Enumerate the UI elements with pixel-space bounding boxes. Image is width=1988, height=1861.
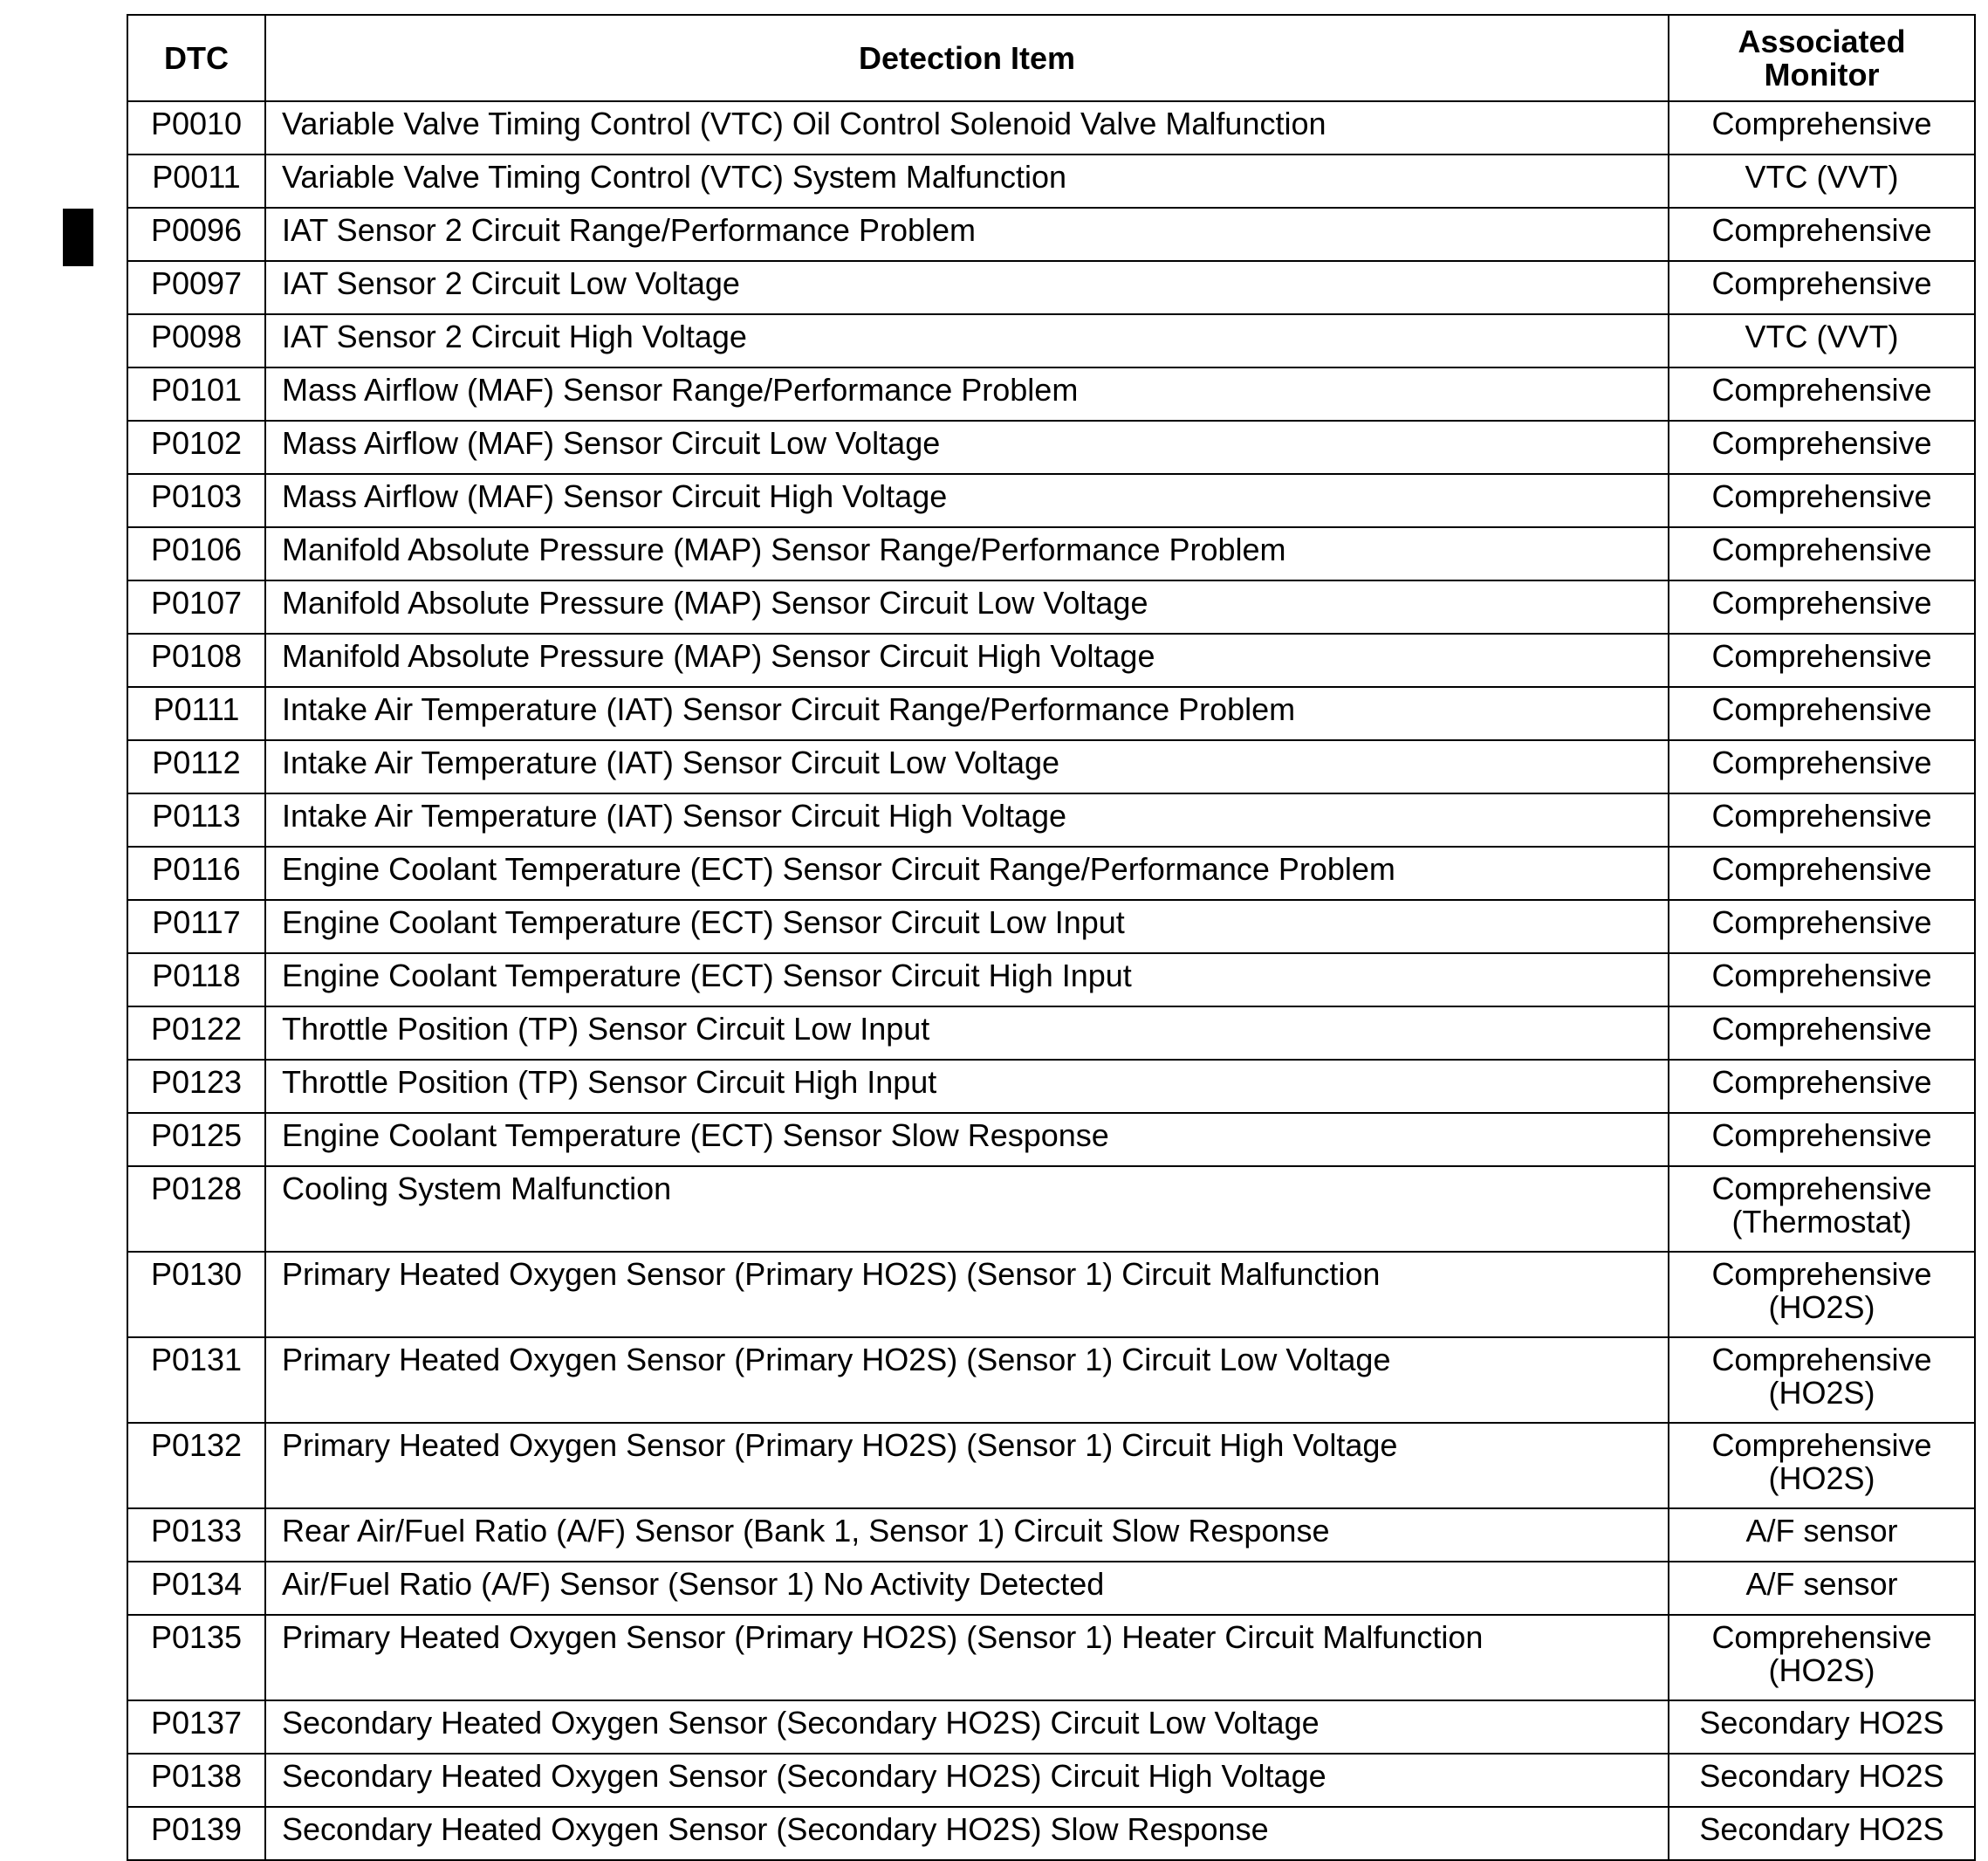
associated-monitor xyxy=(1669,634,1975,687)
monitor-line: Comprehensive xyxy=(1711,638,1932,674)
detection-item: Cooling System Malfunction xyxy=(265,1166,1669,1252)
table-row xyxy=(127,1113,1975,1166)
detection-item: IAT Sensor 2 Circuit High Voltage xyxy=(265,314,1669,367)
monitor-line: Comprehensive xyxy=(1711,585,1932,621)
associated-monitor xyxy=(1669,527,1975,580)
detection-item: Engine Coolant Temperature (ECT) Sensor Circuit High Input xyxy=(265,953,1669,1006)
associated-monitor xyxy=(1669,847,1975,900)
associated-monitor xyxy=(1669,900,1975,953)
header-dtc: DTC xyxy=(127,15,265,101)
detection-item: Manifold Absolute Pressure (MAP) Sensor Range/Performance Problem xyxy=(265,527,1669,580)
associated-monitor xyxy=(1669,1562,1975,1615)
dtc-code: P0128 xyxy=(127,1166,265,1252)
monitor-line: Comprehensive xyxy=(1711,1064,1932,1100)
dtc-code: P0107 xyxy=(127,580,265,634)
dtc-code: P0098 xyxy=(127,314,265,367)
dtc-code: P0106 xyxy=(127,527,265,580)
dtc-code: P0111 xyxy=(127,687,265,740)
monitor-line: (HO2S) xyxy=(1768,1289,1875,1325)
associated-monitor xyxy=(1669,1508,1975,1562)
table-row xyxy=(127,1754,1975,1807)
header-monitor-line: Monitor xyxy=(1764,56,1880,93)
detection-item: Primary Heated Oxygen Sensor (Primary HO2S) (Sensor 1) Heater Circuit Malfunction xyxy=(265,1615,1669,1700)
detection-item: Primary Heated Oxygen Sensor (Primary HO2S) (Sensor 1) Circuit High Voltage xyxy=(265,1423,1669,1508)
associated-monitor xyxy=(1669,1006,1975,1060)
monitor-line: Comprehensive xyxy=(1711,478,1932,514)
monitor-line: Comprehensive xyxy=(1711,212,1932,248)
monitor-line: Comprehensive xyxy=(1711,532,1932,567)
associated-monitor xyxy=(1669,314,1975,367)
monitor-line: VTC (VVT) xyxy=(1745,319,1899,354)
associated-monitor xyxy=(1669,101,1975,155)
dtc-code: P0131 xyxy=(127,1337,265,1423)
table-row xyxy=(127,1700,1975,1754)
dtc-code: P0108 xyxy=(127,634,265,687)
dtc-code: P0123 xyxy=(127,1060,265,1113)
detection-item: Primary Heated Oxygen Sensor (Primary HO2S) (Sensor 1) Circuit Low Voltage xyxy=(265,1337,1669,1423)
detection-item: Engine Coolant Temperature (ECT) Sensor Circuit Range/Performance Problem xyxy=(265,847,1669,900)
header-associated-monitor xyxy=(1669,15,1975,101)
detection-item: Rear Air/Fuel Ratio (A/F) Sensor (Bank 1, Sensor 1) Circuit Slow Response xyxy=(265,1508,1669,1562)
dtc-code: P0096 xyxy=(127,208,265,261)
dtc-code: P0102 xyxy=(127,421,265,474)
associated-monitor xyxy=(1669,1252,1975,1337)
revision-marker-bar xyxy=(63,209,93,266)
associated-monitor xyxy=(1669,1615,1975,1700)
monitor-line: Secondary HO2S xyxy=(1699,1811,1944,1847)
dtc-code: P0130 xyxy=(127,1252,265,1337)
detection-item: Mass Airflow (MAF) Sensor Circuit Low Voltage xyxy=(265,421,1669,474)
monitor-line: Comprehensive xyxy=(1711,372,1932,408)
associated-monitor xyxy=(1669,1754,1975,1807)
table-row xyxy=(127,687,1975,740)
associated-monitor xyxy=(1669,421,1975,474)
table-row xyxy=(127,155,1975,208)
detection-item: Intake Air Temperature (IAT) Sensor Circuit Range/Performance Problem xyxy=(265,687,1669,740)
dtc-code: P0112 xyxy=(127,740,265,793)
monitor-line: Comprehensive xyxy=(1711,1427,1932,1463)
table-row xyxy=(127,1006,1975,1060)
table-row xyxy=(127,1252,1975,1337)
table-row xyxy=(127,1337,1975,1423)
associated-monitor xyxy=(1669,1166,1975,1252)
associated-monitor xyxy=(1669,1700,1975,1754)
dtc-code: P0011 xyxy=(127,155,265,208)
associated-monitor xyxy=(1669,208,1975,261)
monitor-line: Comprehensive xyxy=(1711,958,1932,993)
detection-item: Throttle Position (TP) Sensor Circuit Low Input xyxy=(265,1006,1669,1060)
monitor-line: Secondary HO2S xyxy=(1699,1758,1944,1794)
table-row xyxy=(127,1060,1975,1113)
detection-item: Variable Valve Timing Control (VTC) Oil Control Solenoid Valve Malfunction xyxy=(265,101,1669,155)
associated-monitor xyxy=(1669,261,1975,314)
monitor-line: Comprehensive xyxy=(1711,1619,1932,1655)
detection-item: Secondary Heated Oxygen Sensor (Secondary HO2S) Slow Response xyxy=(265,1807,1669,1860)
monitor-line: Comprehensive xyxy=(1711,265,1932,301)
header-detection-item: Detection Item xyxy=(265,15,1669,101)
dtc-code: P0097 xyxy=(127,261,265,314)
monitor-line: A/F sensor xyxy=(1745,1513,1898,1549)
monitor-line: A/F sensor xyxy=(1745,1566,1898,1602)
dtc-code: P0137 xyxy=(127,1700,265,1754)
monitor-line: Comprehensive xyxy=(1711,106,1932,141)
dtc-code: P0125 xyxy=(127,1113,265,1166)
monitor-line: (HO2S) xyxy=(1768,1460,1875,1496)
monitor-line: Comprehensive xyxy=(1711,851,1932,887)
monitor-line: Secondary HO2S xyxy=(1699,1705,1944,1741)
detection-item: Engine Coolant Temperature (ECT) Sensor Slow Response xyxy=(265,1113,1669,1166)
monitor-line: (HO2S) xyxy=(1768,1375,1875,1411)
dtc-code: P0132 xyxy=(127,1423,265,1508)
table-row xyxy=(127,793,1975,847)
dtc-code: P0010 xyxy=(127,101,265,155)
monitor-line: Comprehensive xyxy=(1711,904,1932,940)
associated-monitor xyxy=(1669,1060,1975,1113)
table-row xyxy=(127,1423,1975,1508)
associated-monitor xyxy=(1669,953,1975,1006)
associated-monitor xyxy=(1669,793,1975,847)
table-row xyxy=(127,1508,1975,1562)
monitor-line: Comprehensive xyxy=(1711,1011,1932,1047)
dtc-code: P0139 xyxy=(127,1807,265,1860)
dtc-code: P0118 xyxy=(127,953,265,1006)
detection-item: Primary Heated Oxygen Sensor (Primary HO2S) (Sensor 1) Circuit Malfunction xyxy=(265,1252,1669,1337)
associated-monitor xyxy=(1669,1113,1975,1166)
table-row xyxy=(127,1807,1975,1860)
table-row xyxy=(127,634,1975,687)
detection-item: Mass Airflow (MAF) Sensor Range/Performance Problem xyxy=(265,367,1669,421)
monitor-line: Comprehensive xyxy=(1711,1256,1932,1292)
table-row xyxy=(127,740,1975,793)
table-row xyxy=(127,847,1975,900)
monitor-line: Comprehensive xyxy=(1711,1171,1932,1206)
dtc-code: P0135 xyxy=(127,1615,265,1700)
table-row xyxy=(127,1562,1975,1615)
dtc-code: P0113 xyxy=(127,793,265,847)
monitor-line: (Thermostat) xyxy=(1731,1204,1912,1240)
associated-monitor xyxy=(1669,1423,1975,1508)
detection-item: Secondary Heated Oxygen Sensor (Secondary HO2S) Circuit High Voltage xyxy=(265,1754,1669,1807)
monitor-line: Comprehensive xyxy=(1711,798,1932,834)
dtc-code: P0138 xyxy=(127,1754,265,1807)
table-row xyxy=(127,208,1975,261)
monitor-line: Comprehensive xyxy=(1711,745,1932,780)
monitor-line: Comprehensive xyxy=(1711,425,1932,461)
detection-item: IAT Sensor 2 Circuit Range/Performance Problem xyxy=(265,208,1669,261)
detection-item: Variable Valve Timing Control (VTC) System Malfunction xyxy=(265,155,1669,208)
monitor-line: Comprehensive xyxy=(1711,1117,1932,1153)
monitor-line: (HO2S) xyxy=(1768,1652,1875,1688)
detection-item: Throttle Position (TP) Sensor Circuit High Input xyxy=(265,1060,1669,1113)
dtc-code: P0103 xyxy=(127,474,265,527)
table-row xyxy=(127,580,1975,634)
table-row xyxy=(127,314,1975,367)
detection-item: Manifold Absolute Pressure (MAP) Sensor Circuit Low Voltage xyxy=(265,580,1669,634)
monitor-line: VTC (VVT) xyxy=(1745,159,1899,195)
monitor-line: Comprehensive xyxy=(1711,1342,1932,1377)
detection-item: Intake Air Temperature (IAT) Sensor Circuit Low Voltage xyxy=(265,740,1669,793)
table-header-row xyxy=(127,15,1975,101)
table-row xyxy=(127,421,1975,474)
associated-monitor xyxy=(1669,687,1975,740)
table-row xyxy=(127,953,1975,1006)
table-row xyxy=(127,1615,1975,1700)
associated-monitor xyxy=(1669,1807,1975,1860)
detection-item: IAT Sensor 2 Circuit Low Voltage xyxy=(265,261,1669,314)
table-row xyxy=(127,527,1975,580)
table-row xyxy=(127,367,1975,421)
table-row xyxy=(127,1166,1975,1252)
associated-monitor xyxy=(1669,580,1975,634)
dtc-code: P0117 xyxy=(127,900,265,953)
monitor-line: Comprehensive xyxy=(1711,691,1932,727)
detection-item: Manifold Absolute Pressure (MAP) Sensor Circuit High Voltage xyxy=(265,634,1669,687)
associated-monitor xyxy=(1669,155,1975,208)
table-row xyxy=(127,900,1975,953)
detection-item: Air/Fuel Ratio (A/F) Sensor (Sensor 1) No Activity Detected xyxy=(265,1562,1669,1615)
detection-item: Intake Air Temperature (IAT) Sensor Circuit High Voltage xyxy=(265,793,1669,847)
detection-item: Mass Airflow (MAF) Sensor Circuit High Voltage xyxy=(265,474,1669,527)
dtc-code: P0133 xyxy=(127,1508,265,1562)
table-row xyxy=(127,101,1975,155)
dtc-table xyxy=(127,14,1976,1861)
dtc-code: P0122 xyxy=(127,1006,265,1060)
table-row xyxy=(127,474,1975,527)
detection-item: Secondary Heated Oxygen Sensor (Secondary HO2S) Circuit Low Voltage xyxy=(265,1700,1669,1754)
associated-monitor xyxy=(1669,474,1975,527)
associated-monitor xyxy=(1669,1337,1975,1423)
table-row xyxy=(127,261,1975,314)
associated-monitor xyxy=(1669,367,1975,421)
header-monitor-line: Associated xyxy=(1738,23,1906,59)
dtc-code: P0134 xyxy=(127,1562,265,1615)
dtc-code: P0116 xyxy=(127,847,265,900)
dtc-code: P0101 xyxy=(127,367,265,421)
associated-monitor xyxy=(1669,740,1975,793)
detection-item: Engine Coolant Temperature (ECT) Sensor Circuit Low Input xyxy=(265,900,1669,953)
